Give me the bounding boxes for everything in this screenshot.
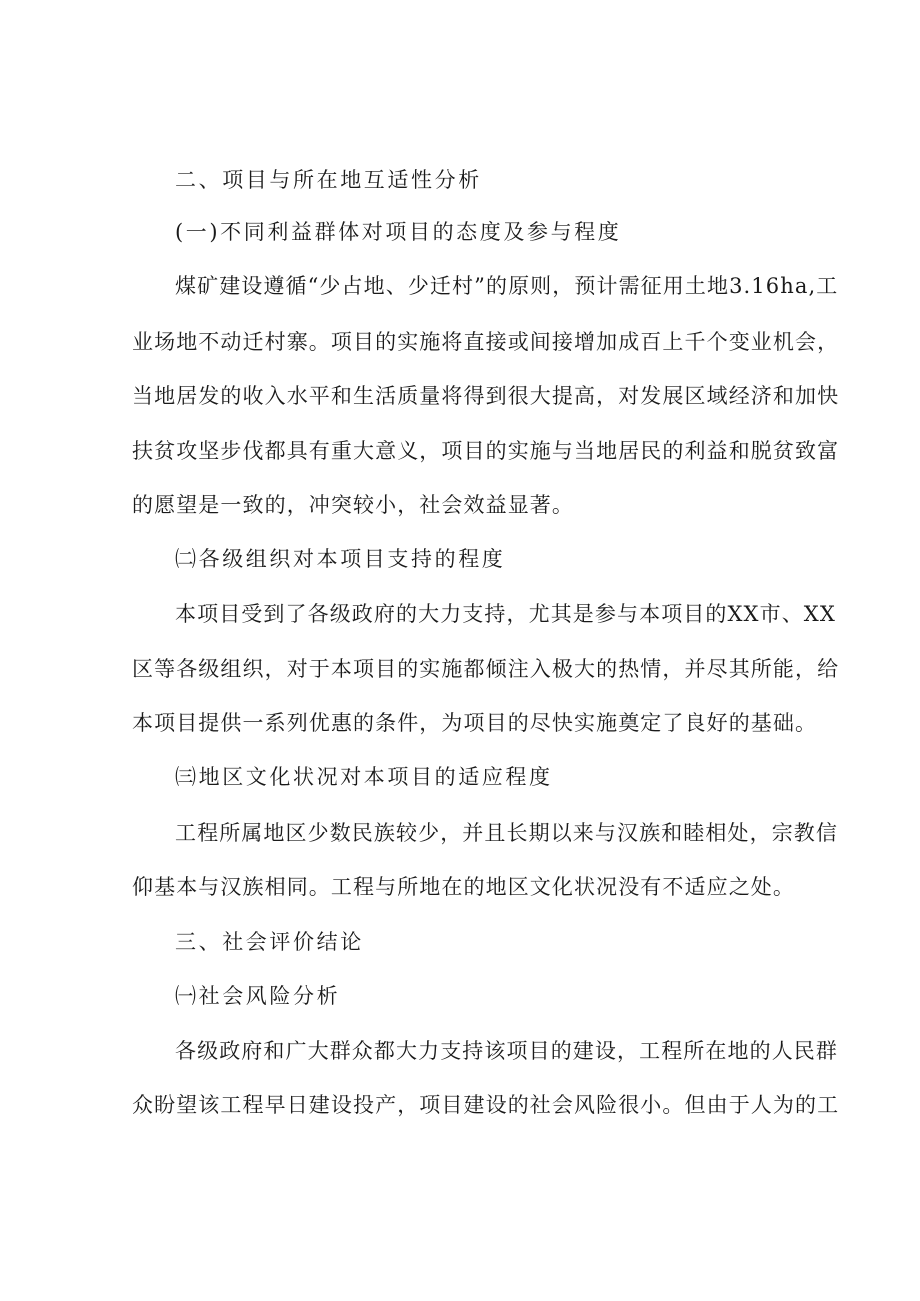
subheading-1: (一)不同利益群体对项目的态度及参与程度	[175, 220, 622, 244]
section-heading-2: 二、项目与所在地互适性分析	[175, 168, 482, 192]
paragraph-line: 众盼望该工程早日建设投产，项目建设的社会风险很小。但由于人为的工	[132, 1093, 840, 1117]
paragraph-line: 的愿望是一致的，冲突较小，社会效益显著。	[132, 493, 574, 517]
section-heading-3: 三、社会评价结论	[175, 930, 364, 954]
subheading-3: ㈢地区文化状况对本项目的适应程度	[175, 765, 553, 789]
paragraph-line: 扶贫攻坚步伐都具有重大意义，项目的实施与当地居民的利益和脱贫致富	[132, 439, 840, 463]
paragraph-line: 仰基本与汉族相同。工程与所地在的地区文化状况没有不适应之处。	[132, 875, 795, 899]
paragraph-line: 本项目受到了各级政府的大力支持，尤其是参与本项目的XX市、XX	[175, 602, 836, 626]
paragraph-line: 本项目提供一系列优惠的条件，为项目的尽快实施奠定了良好的基础。	[132, 711, 818, 735]
paragraph-line: 区等各级组织，对于本项目的实施都倾注入极大的热情，并尽其所能，给	[132, 657, 840, 681]
subheading-2: ㈡各级组织对本项目支持的程度	[175, 547, 506, 571]
paragraph-line: 当地居发的收入水平和生活质量将得到很大提高，对发展区域经济和加快	[132, 384, 840, 408]
paragraph-line: 工程所属地区少数民族较少，并且长期以来与汉族和睦相处，宗教信	[175, 821, 838, 845]
paragraph-line: 煤矿建设遵循“少占地、少迁村”的原则，预计需征用土地3.16ha,工	[175, 274, 839, 298]
paragraph-line: 各级政府和广大群众都大力支持该项目的建设，工程所在地的人民群	[175, 1039, 838, 1063]
paragraph-line: 业场地不动迁村寨。项目的实施将直接或间接增加成百上千个变业机会，	[132, 330, 840, 354]
subheading-4: ㈠社会风险分析	[175, 984, 341, 1008]
